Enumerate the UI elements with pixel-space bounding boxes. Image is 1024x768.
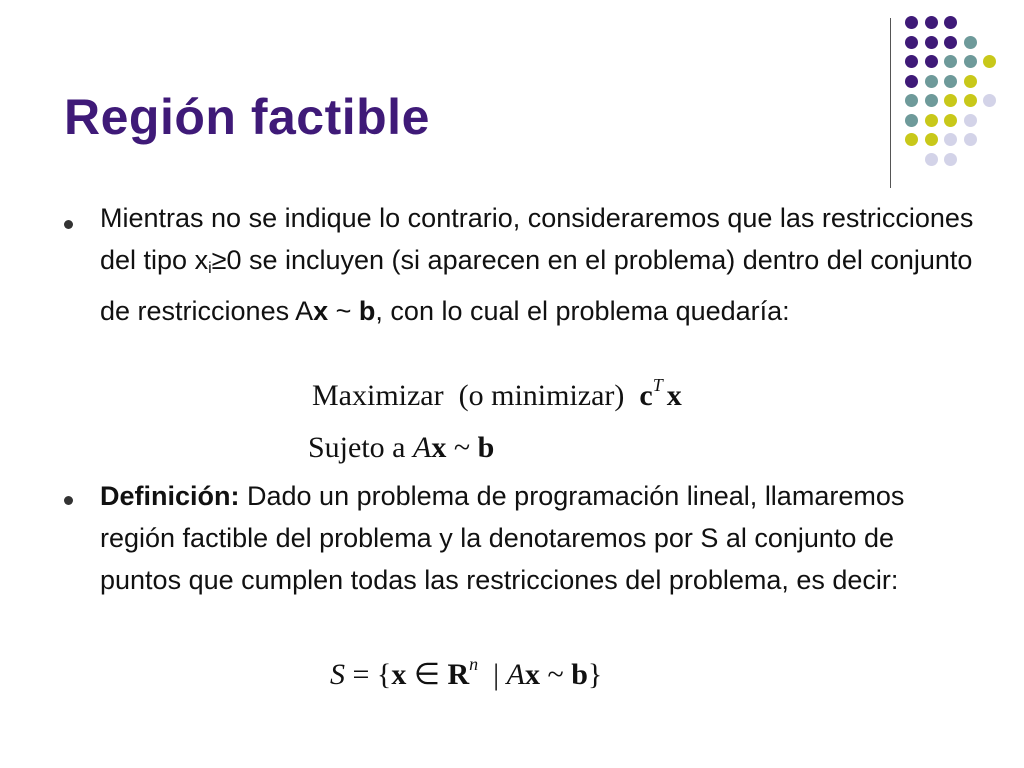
bullet-2-marker [64,496,73,505]
formula-3-eq: = { [345,658,392,691]
bullet-1-subscript: i [208,260,212,277]
formula-3-S: S [330,658,345,691]
decorative-dot [964,36,977,49]
formula-1-prefix: Maximizar (o minimizar) [312,379,640,412]
decorative-dot [925,133,938,146]
decorative-dot [905,16,918,29]
decorative-dot [905,94,918,107]
decorative-dot [944,153,957,166]
decorative-dot [944,94,957,107]
slide-title: Región factible [64,89,430,145]
decorative-dot [925,16,938,29]
decorative-dot [925,55,938,68]
formula-1-sup: T [652,375,663,395]
decorative-dot [905,75,918,88]
formula-feasible-set [330,654,602,692]
formula-3-bar: | [478,658,507,691]
decorative-dot [964,133,977,146]
decorative-dot [905,55,918,68]
decorative-dot [964,114,977,127]
bullet-1-part-a: Mientras no se indique lo contrario, consideraremos que las restricciones del tipo x [100,203,974,275]
bullet-1-part-c: ~ [328,296,359,326]
decorative-dot [944,75,957,88]
decorative-dot [925,36,938,49]
formula-subject-to [308,431,494,465]
decorative-dot [905,133,918,146]
decorative-dot [944,55,957,68]
decorative-dots [0,0,1024,200]
formula-3-b: b [571,658,588,691]
formula-3-x1: x [391,658,407,691]
decorative-dot [983,94,996,107]
decorative-dot [944,36,957,49]
decorative-dot [964,55,977,68]
formula-3-n: n [469,654,479,674]
bullet-1-bold-b: b [358,296,376,326]
decorative-dot [964,75,977,88]
formula-2-b: b [477,431,495,464]
formula-3-close: } [587,658,603,691]
bullet-1-marker [64,220,73,229]
formula-3-in: ∈ [406,658,448,691]
formula-3-A: A [506,658,525,691]
decorative-dot [925,114,938,127]
formula-2-tilde: ~ [446,431,478,464]
decorative-dot [905,36,918,49]
decorative-dot [964,94,977,107]
formula-2-x: x [431,431,447,464]
formula-1-x: x [666,379,682,412]
formula-3-x2: x [524,658,540,691]
decorative-dot [925,75,938,88]
formula-2-prefix: Sujeto a [308,431,413,464]
decorative-dot [983,55,996,68]
bullet-1-bold-x: x [313,296,329,326]
definition-label: Definición: [100,481,240,511]
decorative-dot [944,133,957,146]
formula-maximize [312,375,682,413]
bullet-1-part-d: , con lo cual el problema quedaría: [375,296,790,326]
bullet-1-part-b: ≥0 se incluyen (si aparecen en el problema) dentro del conjunto de restricciones A [100,245,973,326]
decorative-dot [944,114,957,127]
definition-text: Dado un problema de programación lineal, llamaremos región factible del problema y la denotaremos por S al conjunto de puntos que cumplen todas las restricciones del problema, es decir: [100,481,905,595]
formula-3-R: R [447,658,470,691]
decorative-dot [944,16,957,29]
formula-1-c: c [639,379,653,412]
decorative-dot [905,114,918,127]
bullet-2-text [100,475,960,601]
bullet-1-text [100,197,980,332]
decorative-dot [925,153,938,166]
formula-3-tilde: ~ [539,658,572,691]
formula-2-A: A [413,431,432,464]
decorative-dot [925,94,938,107]
